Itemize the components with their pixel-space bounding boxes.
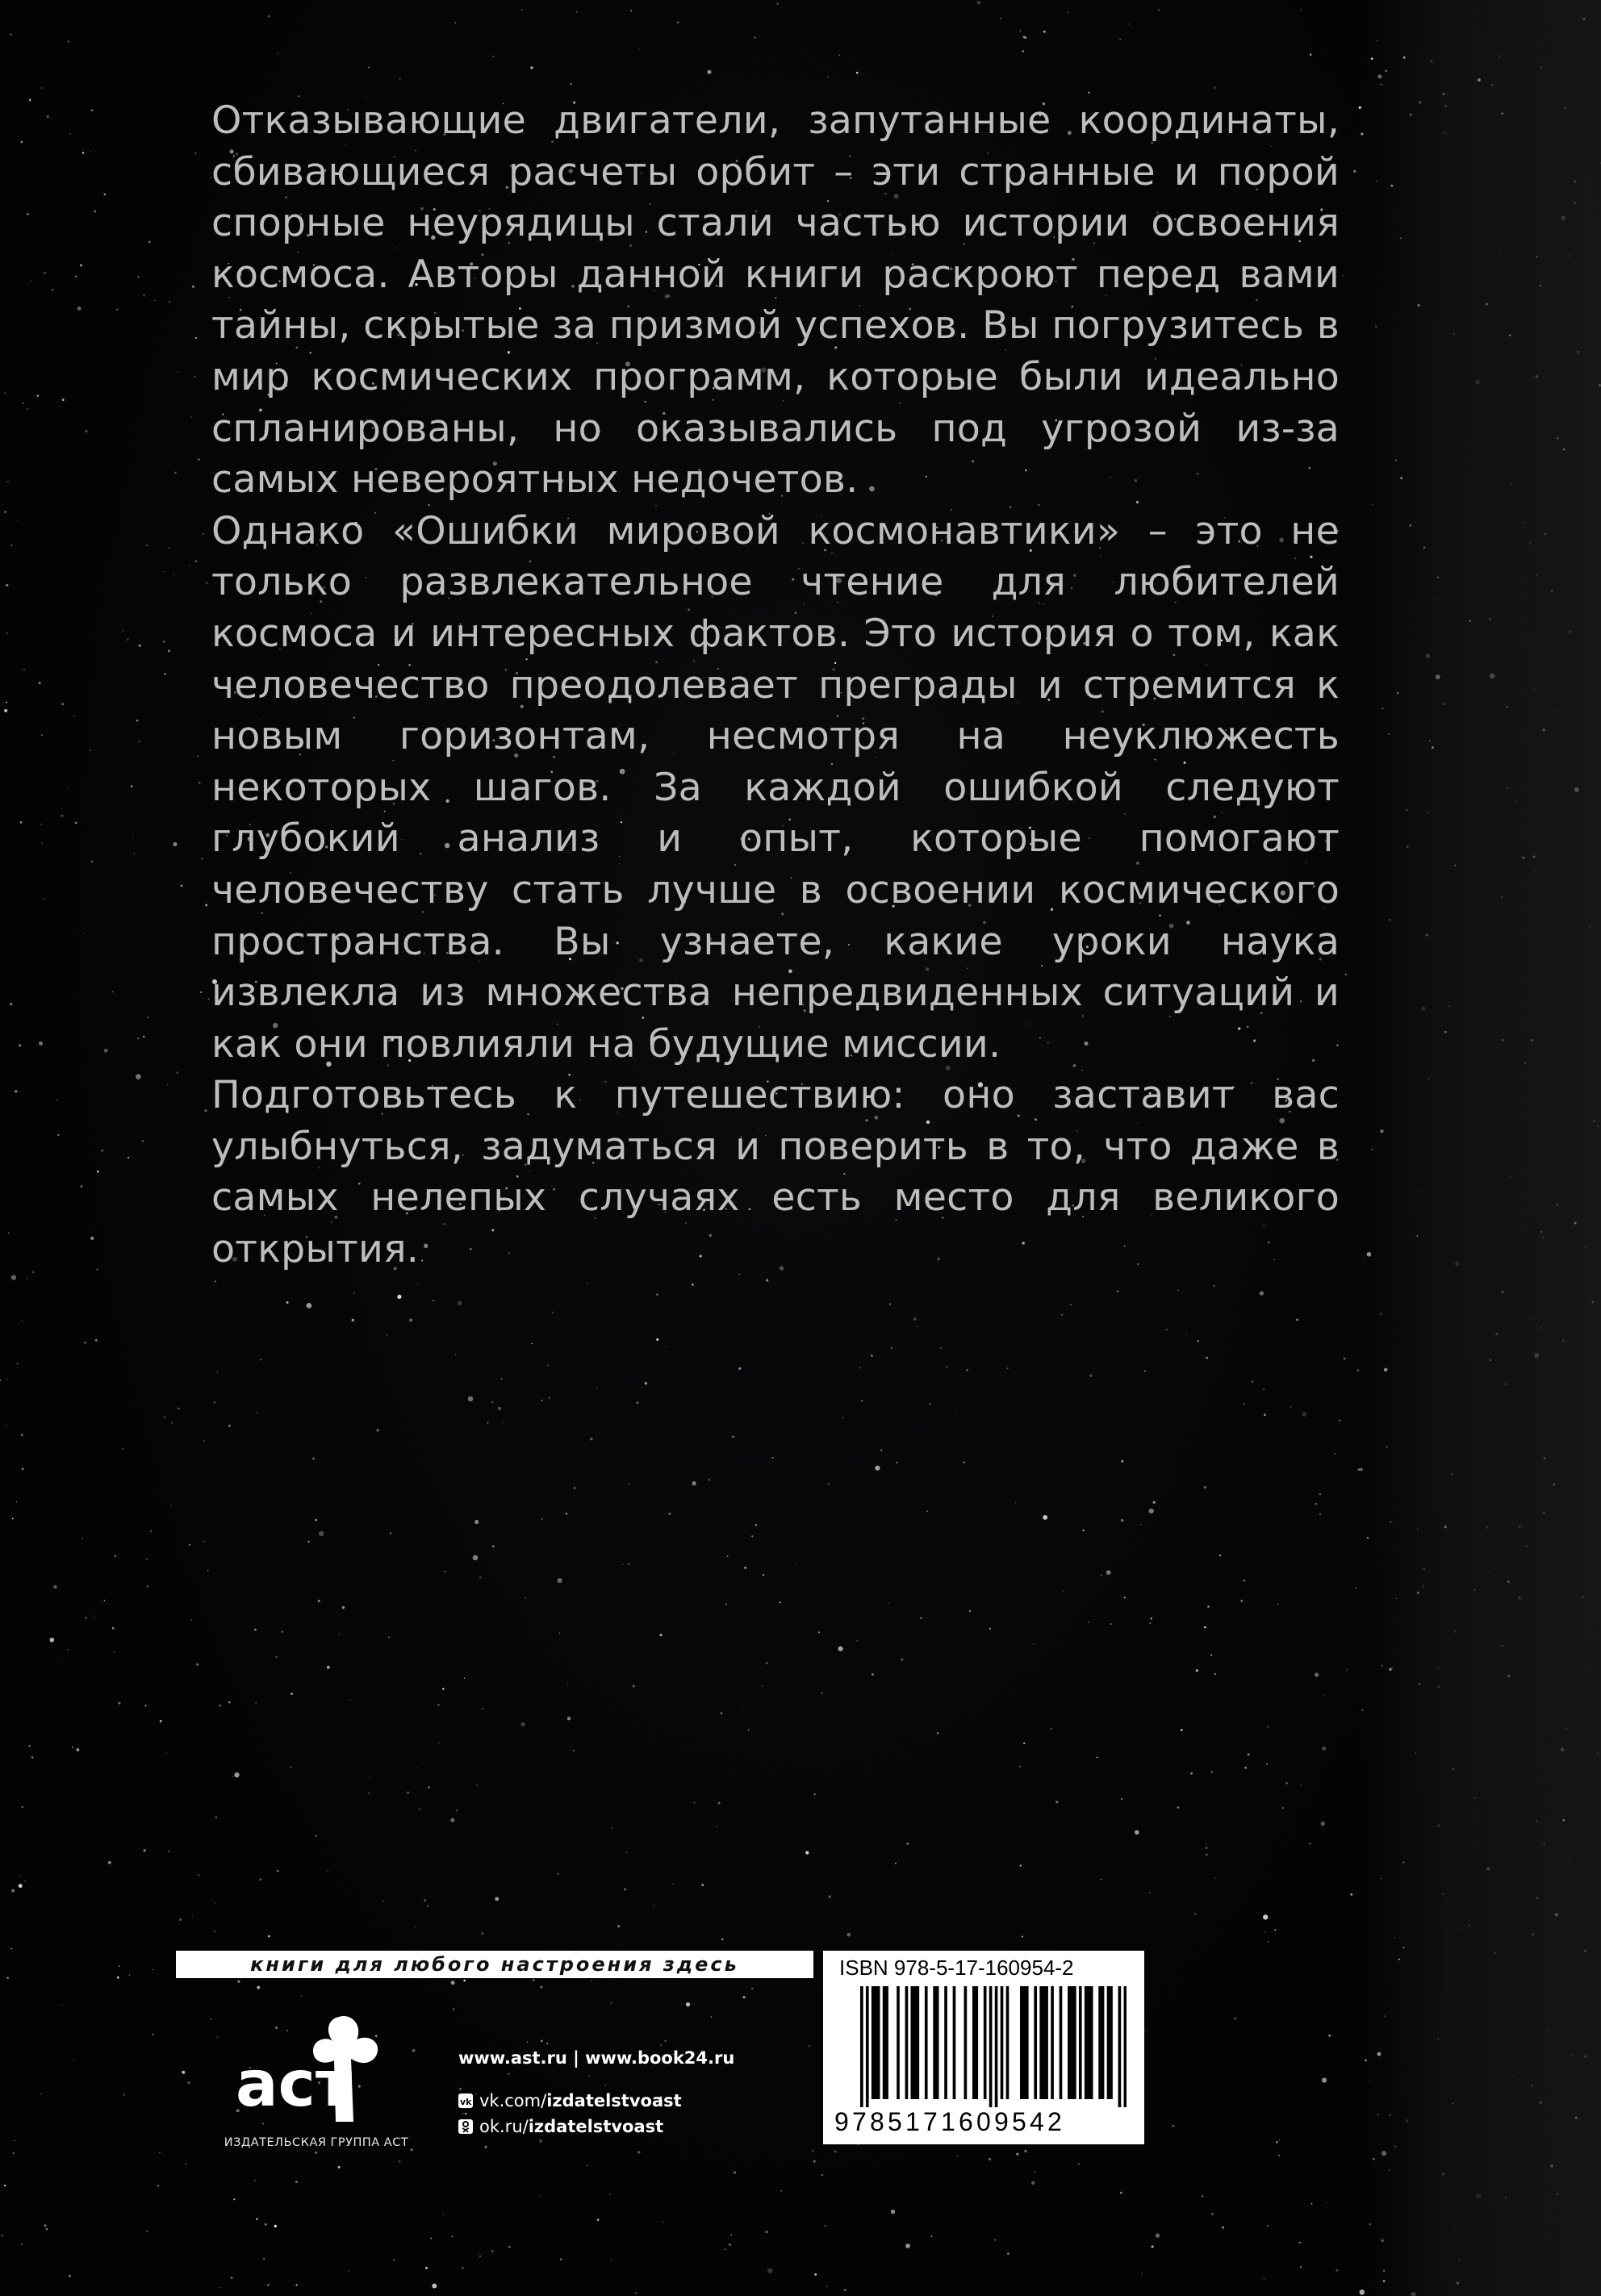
barcode-bars xyxy=(860,1986,1127,2107)
blurb-paragraph-2: Однако «Ошибки мировой космонавтики» – это не только развлекательное чтение для любителей космоса и интересных фактов. Это история о том, как человечество преодолевает преграды и стремится к новым горизонтам, несмотря на неуклюжесть некоторых шагов. За каждой ошибкой следуют глубокий анализ и опыт, которые помогают человечеству стать лучше в освоении космического пространства. Вы узнаете, какие уроки наука извлекла из множества непредвиденных ситуаций и как они повлияли на будущие миссии. xyxy=(211,508,1340,1067)
ok-prefix: ok.ru/ xyxy=(479,2117,529,2136)
barcode-bar xyxy=(1079,1986,1082,2099)
tagline-bar: книги для любого настроения здесь xyxy=(176,1951,813,1978)
barcode-bar xyxy=(1045,1986,1048,2099)
barcode-bar xyxy=(1073,1986,1076,2099)
barcode-bar xyxy=(883,1986,886,2099)
svg-text:vk: vk xyxy=(460,2097,472,2107)
barcode-bar xyxy=(897,1986,900,2099)
barcode-bar xyxy=(874,1986,877,2099)
barcode-bar xyxy=(1051,1986,1054,2099)
vk-icon xyxy=(458,2094,473,2108)
blurb-paragraph-3: Подготовьтесь к путешествию: оно заставит вас улыбнуться, задуматься и поверить в то, что даже в самых нелепых случаях есть место для великого открытия. xyxy=(211,1073,1340,1272)
barcode-bar xyxy=(989,1986,993,2107)
barcode-bar xyxy=(1026,1986,1029,2099)
ok-handle: izdatelstvoast xyxy=(528,2117,664,2136)
logo-wordmark: аст xyxy=(236,2048,353,2121)
publisher-links xyxy=(458,2046,813,2139)
barcode-bar xyxy=(1043,1986,1046,2099)
barcode-bar xyxy=(936,1986,939,2099)
vk-prefix: vk.com/ xyxy=(479,2091,547,2110)
barcode-bar xyxy=(1124,1986,1127,2107)
blurb-paragraph-1: Отказывающие двигатели, запутанные координаты, сбивающиеся расчеты орбит – эти странные и порой спорные неурядицы стали частью истории освоения космоса. Авторы данной книги раскроют перед вами тайны, скрытые за призмой успехов. Вы погрузитесь в мир космических программ, которые были идеально спланированы, но оказывались под угрозой из-за самых невероятных недочетов. xyxy=(211,98,1340,503)
isbn-label: ISBN 978-5-17-160954-2 xyxy=(839,1956,1074,1980)
barcode-bar xyxy=(1087,1986,1090,2099)
barcode-bar xyxy=(872,1986,875,2099)
barcode-bar xyxy=(1068,1986,1071,2099)
barcode-bar xyxy=(1034,1986,1037,2099)
barcode-bar xyxy=(964,1986,968,2099)
website-links[interactable]: www.ast.ru | www.book24.ru xyxy=(458,2048,735,2068)
barcode-digits: 9785171609542 xyxy=(834,2107,1065,2136)
barcode-bar xyxy=(1107,1986,1110,2099)
barcode-bar xyxy=(925,1986,928,2099)
publisher-caption: ИЗДАТЕЛЬСКАЯ ГРУППА АСТ xyxy=(224,2136,409,2149)
barcode-bar xyxy=(933,1986,936,2099)
vk-handle: izdatelstvoast xyxy=(546,2091,682,2110)
spine-shade xyxy=(1364,0,1601,2296)
barcode-bar xyxy=(1101,1986,1105,2099)
barcode-bar xyxy=(944,1986,947,2099)
barcode-bar xyxy=(984,1986,987,2099)
barcode-bar xyxy=(1098,1986,1101,2099)
barcode-bar xyxy=(1039,1986,1043,2099)
barcode-bar xyxy=(1110,1986,1113,2099)
blurb-text xyxy=(211,95,1340,1275)
barcode-bar xyxy=(1001,1986,1004,2099)
ok-icon xyxy=(458,2119,473,2134)
barcode-bar xyxy=(877,1986,880,2099)
barcode-bar xyxy=(885,1986,888,2099)
barcode-bar xyxy=(911,1986,914,2099)
barcode-bar xyxy=(860,1986,863,2107)
barcode-bar xyxy=(953,1986,956,2099)
barcode-bar xyxy=(866,1986,869,2107)
barcode-bar xyxy=(1020,1986,1023,2099)
vk-link[interactable] xyxy=(458,2088,813,2114)
barcode-bar xyxy=(1006,1986,1010,2099)
barcode-bar xyxy=(975,1986,978,2099)
barcode-bar xyxy=(1118,1986,1122,2107)
barcode-bar xyxy=(905,1986,909,2099)
ast-logo xyxy=(218,2009,403,2130)
barcode-bar xyxy=(972,1986,976,2099)
barcode-bar xyxy=(995,1986,998,2107)
barcode-bar xyxy=(1071,1986,1074,2099)
barcode-bar xyxy=(1022,1986,1026,2099)
ok-link[interactable] xyxy=(458,2114,813,2139)
barcode-bar xyxy=(1060,1986,1063,2099)
barcode-bar xyxy=(916,1986,919,2099)
barcode-bar xyxy=(1085,1986,1088,2099)
barcode-bar xyxy=(1090,1986,1093,2099)
barcode-bar xyxy=(913,1986,917,2099)
